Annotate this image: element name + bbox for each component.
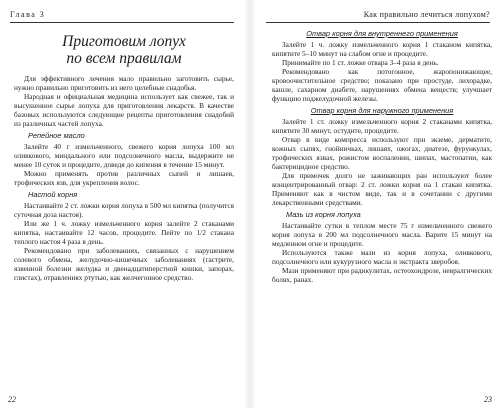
external-decoction-paragraph: Залейте 1 ст. ложку измельченного корня 2 стаканами кипятка, кипятите 30 минут, остудите, процедите. [272, 117, 492, 135]
page-number-right: 23 [484, 395, 492, 404]
running-title: Как правильно лечиться лопухом? [363, 10, 490, 19]
infusion-paragraph: Рекомендовано при заболеваниях, связанных с нарушением солевого обмена, желудочно-кишечных заболеваниях (гастрите, язвенной болезни желудка и двенадцатиперстной кишки, запорах, глистах), отравлениях ртутью, как желчегонное средство. [14, 246, 234, 282]
right-page [256, 0, 500, 408]
right-page-content [272, 29, 492, 284]
left-page [0, 0, 244, 408]
internal-decoction-paragraph: Рекомендовано как потогонное, жаропонижающее, кровоочистительное средство; показано при простуде, лихорадке, кашле, сахарном диабете, нарушениях обмена веществ; улучшает функцию поджелудочной железы. [272, 67, 492, 103]
section-heading-infusion: Настой корня [28, 190, 78, 199]
ointment-paragraph: Настаивайте сутки в теплом месте 75 г измельченного свежего корня лопуха в 200 мл подсолнечного масла. Варите 15 минут на медленном огне и процедите. [272, 221, 492, 248]
external-decoction-paragraph: Отвар в виде компресса используют при экземе, дерматите, кожных сыпях, гнойничках, лишаях, ожогах, диатезе, фурункулах, трофических язвах, рожистом воспалении, шипах, мастопатии, как бактерицидное средство. [272, 135, 492, 171]
section-heading-oil: Репейное масло [28, 131, 85, 140]
internal-decoction-paragraph: Принимайте по 1 ст. ложке отвара 3–4 раза в день. [282, 58, 439, 67]
page-number-left: 22 [8, 395, 16, 404]
section-heading-external-decoction: Отвар корня для наружного применения [310, 106, 454, 115]
internal-decoction-paragraph: Залейте 1 ч. ложку измельченного корня 1 стаканом кипятка, кипятите 5–10 минут на слабом огне и процедите. [272, 40, 492, 58]
page-header-left [10, 10, 234, 23]
ointment-paragraph: Используются также мази из корня лопуха, оливкового, подсолнечного или кукурузного масла и экстракта зверобоя. [272, 248, 492, 266]
section-heading-internal-decoction: Отвар корня для внутреннего применения [306, 29, 458, 38]
intro-paragraph: Для эффективного лечения мало правильно заготовить сырье, нужно правильно приготовить из него целебные снадобья. [14, 74, 234, 92]
page-header-right [266, 10, 490, 23]
book-gutter [244, 0, 256, 408]
infusion-paragraph: Или же 1 ч. ложку измельченного корня залейте 2 стаканами кипятка, настаивайте 12 часов, процедите. Пейте по 1/2 стакана теплого настоя 4 раза в день. [14, 219, 234, 246]
left-page-content [14, 28, 234, 282]
chapter-label: Глава 3 [10, 10, 46, 19]
oil-recipe-paragraph: Залейте 40 г измельченного, свежего корня лопуха 100 мл оливкового, миндального или подсолнечного масла, выдержите не менее 10 суток и процедите, доведя до кипения в течение 15 минут. [14, 142, 234, 169]
infusion-paragraph: Настаивайте 2 ст. ложки корня лопуха в 500 мл кипятка (получится суточная доза настоя). [14, 201, 234, 219]
ointment-paragraph: Мази применяют при радикулитах, остеохондрозе, невралгических болях, ранах. [272, 266, 492, 284]
oil-usage-paragraph: Можно применять против различных сыпей и лишаев, трофических язв, для укрепления волос. [14, 169, 234, 187]
intro-paragraph: Народная и официальная медицина использует как свежее, так и высушенное сырье лопуха для приготовления лекарств. В качестве базовых используются следующие рецепты приготовления снадобий из различных частей лопуха. [14, 92, 234, 128]
section-heading-ointment: Мазь из корня лопуха [286, 210, 361, 219]
chapter-title [14, 33, 234, 67]
external-decoction-paragraph: Для примочек долго не заживающих ран используют более концентрированный отвар: 2 ст. ложки корня на 1 стакан кипятка. Применяют как в чистом виде, так и в сочетании с другими лекарственными средствами. [272, 171, 492, 207]
chapter-title-line-2: по всем правилам [66, 50, 182, 67]
chapter-title-line-1: Приготовим лопух [62, 33, 186, 50]
